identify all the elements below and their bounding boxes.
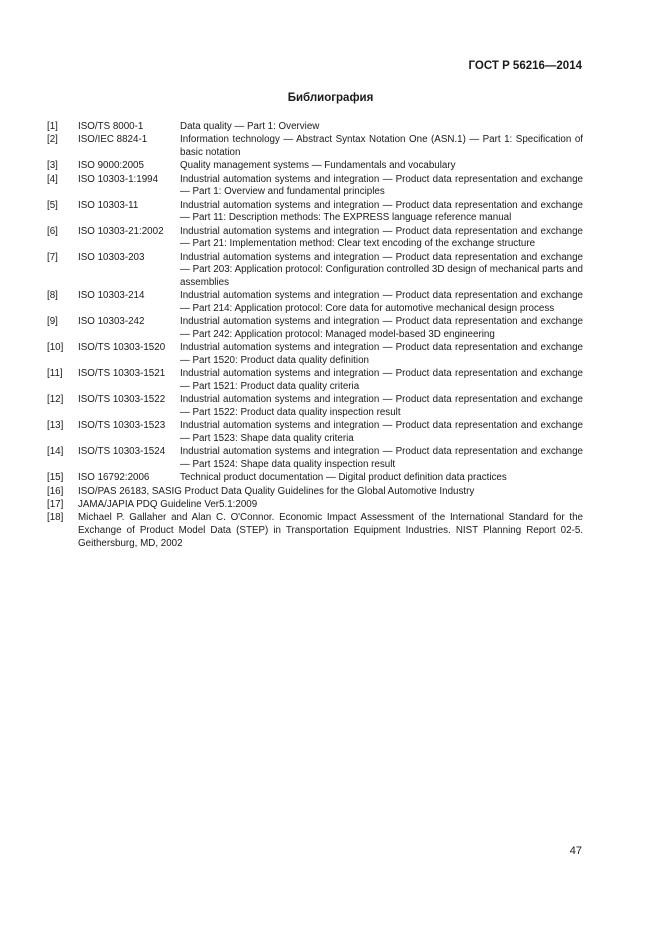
reference-item [47,342,583,367]
page-title: Библиография [287,92,374,104]
reference-number: [11] [47,368,63,380]
reference-item [47,420,583,445]
reference-code: ISO 10303-242 [78,316,145,328]
reference-item [47,316,583,341]
reference-number: [6] [47,225,58,237]
reference-code: ISO/TS 10303-1524 [78,446,166,458]
reference-code: ISO 10303-1:1994 [78,173,159,185]
reference-number: [9] [47,316,58,328]
reference-title: Industrial automation systems and integration — Product data representation and exchange — Part 1524: Shape data quality inspection result [180,446,583,470]
reference-item [47,394,583,419]
reference-title: Industrial automation systems and integration — Product data representation and exchange — Part 1523: Shape data quality criteria [180,420,583,444]
document-code: ГОСТ Р 56216—2014 [468,60,582,72]
reference-item [47,252,583,290]
reference-item [47,226,583,251]
reference-title: Industrial automation systems and integration — Product data representation and exchange — Part 242: Application protocol: Managed model-based 3D engineering [180,316,583,340]
reference-item [47,499,583,512]
reference-title: JAMA/JAPIA PDQ Guideline Ver5.1:2009 [78,498,258,510]
reference-item [47,174,583,199]
reference-code: ISO/IEC 8824-1 [78,134,148,146]
reference-number: [8] [47,290,58,302]
reference-item [47,446,583,471]
reference-title: Michael P. Gallaher and Alan C. O'Connor. Economic Impact Assessment of the International Standard for the Exchange of Product Model Data (STEP) in Transportation Equipment Industries. NIST Planning Report 02-5. Geithersburg, MD, 2002 [78,512,583,549]
reference-number: [14] [47,446,64,458]
reference-code: ISO/TS 10303-1521 [78,368,166,380]
reference-number: [15] [47,472,64,484]
reference-number: [17] [47,498,64,510]
bibliography-list [47,121,583,551]
reference-code: ISO 9000:2005 [78,160,144,172]
reference-number: [18] [47,512,64,524]
reference-title: Technical product documentation — Digital product definition data practices [180,472,507,484]
reference-number: [13] [47,420,64,432]
reference-title: Industrial automation systems and integration — Product data representation and exchange — Part 214: Application protocol: Core data for automotive mechanical design process [180,290,583,314]
reference-title: Quality management systems — Fundamentals and vocabulary [180,160,456,172]
page-number: 47 [569,845,582,857]
reference-title: Data quality — Part 1: Overview [180,121,320,132]
reference-item [47,200,583,225]
reference-item [47,160,583,173]
reference-code: ISO/TS 10303-1523 [78,420,166,432]
reference-title: Information technology — Abstract Syntax Notation One (ASN.1) — Part 1: Specification of basic notation [180,134,583,158]
reference-title: Industrial automation systems and integration — Product data representation and exchange — Part 11: Description methods: The EXPRESS language reference manual [180,199,583,224]
reference-code: ISO 10303-21:2002 [78,225,164,237]
reference-title: Industrial automation systems and integration — Product data representation and exchange — Part 1520: Product data quality definition [180,342,583,366]
reference-number: [2] [47,134,58,146]
reference-title: Industrial automation systems and integration — Product data representation and exchange — Part 1521: Product data quality criteria [180,368,583,392]
reference-title: Industrial automation systems and integration — Product data representation and exchange — Part 1522: Product data quality inspection result [180,394,583,418]
reference-item [47,486,583,499]
reference-item [47,512,583,550]
reference-item [47,290,583,315]
reference-number: [1] [47,121,58,132]
reference-title: ISO/PAS 26183, SASIG Product Data Quality Guidelines for the Global Automotive Industry [78,485,475,497]
reference-number: [4] [47,173,58,185]
reference-number: [3] [47,160,58,172]
reference-code: ISO 10303-11 [78,199,139,211]
reference-item [47,121,583,134]
reference-number: [16] [47,485,64,497]
reference-number: [5] [47,199,58,211]
reference-title: Industrial automation systems and integration — Product data representation and exchange — Part 21: Implementation method: Clear text encoding of the exchange structure [180,225,583,250]
reference-item [47,368,583,393]
reference-code: ISO 10303-214 [78,290,145,302]
reference-number: [10] [47,342,64,354]
reference-code: ISO 16792:2006 [78,472,150,484]
reference-code: ISO/TS 10303-1520 [78,342,166,354]
reference-title: Industrial automation systems and integration — Product data representation and exchange — Part 1: Overview and fundamental principles [180,173,583,198]
reference-code: ISO/TS 10303-1522 [78,394,166,406]
reference-number: [12] [47,394,64,406]
reference-item [47,472,583,485]
reference-code: ISO 10303-203 [78,251,145,263]
reference-item [47,134,583,159]
reference-title: Industrial automation systems and integration — Product data representation and exchange — Part 203: Application protocol: Configuration controlled 3D design of mechanical parts and assemblies [180,251,583,288]
reference-code: ISO/TS 8000-1 [78,121,144,132]
reference-number: [7] [47,251,58,263]
